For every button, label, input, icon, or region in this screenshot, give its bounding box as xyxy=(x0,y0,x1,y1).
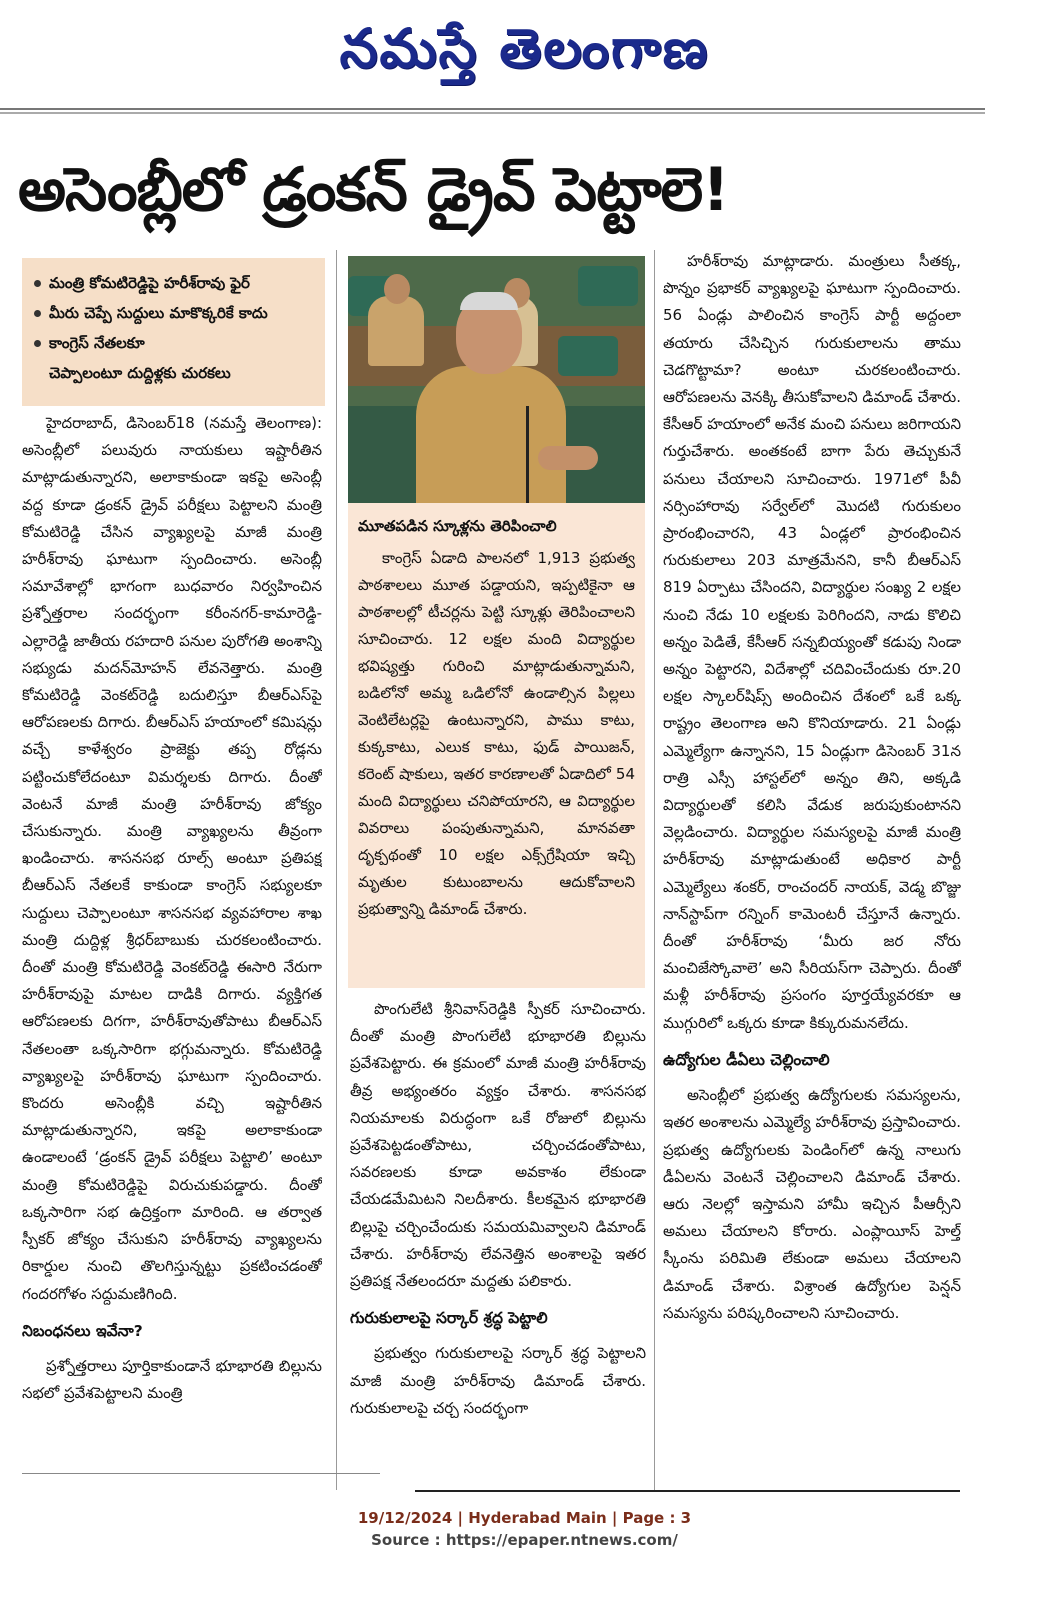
footer-source: Source : https://epaper.ntnews.com/ xyxy=(371,1531,678,1549)
column-divider xyxy=(654,250,655,1490)
highlight-item: మంత్రి కోమటిరెడ్డిపై హరీశ్‌రావు ఫైర్ xyxy=(34,268,317,298)
bullet-icon xyxy=(34,340,41,347)
column-divider xyxy=(336,250,337,1490)
bottom-rule xyxy=(22,1473,380,1474)
newspaper-logo: నమస్తే తెలంగాణ xyxy=(339,16,710,80)
sidebar-story-heading: మూతపడిన స్కూళ్లను తెరిపించాలి xyxy=(358,517,557,535)
photo-person-head xyxy=(384,274,410,304)
photo-microphone xyxy=(526,406,529,503)
photo-seat xyxy=(558,336,618,376)
bottom-rule xyxy=(415,1490,960,1492)
article-column-1 xyxy=(22,410,322,1560)
article-photo xyxy=(348,256,645,503)
article-column-3 xyxy=(663,248,961,1468)
photo-person xyxy=(368,296,424,366)
page-footer xyxy=(0,1507,1049,1551)
article-paragraph: అసెంబ్లీలో ప్రభుత్వ ఉద్యోగులకు సమస్యలను, ఇతర అంశాలను ఎమ్మెల్యే హరీశ్‌రావు ప్రస్తావించారు. ప్రభుత్వ ఉద్యోగులకు పెండింగ్‌లో ఉన్న నాలుగు డీఏలను వెంటనే చెల్లించాలని డిమాండ్ చేశారు. ఆరు నెలల్లో ఇస్తామని హామీ ఇచ్చిన పీఆర్సీని అమలు చేయాలని కోరారు. ఎంప్లాయీస్ హెల్త్ స్కీంను పరిమితి లేకుండా అమలు చేయాలని డిమాండ్ చేశారు. విశ్రాంత ఉద్యోగుల పెన్షన్ సమస్యను పరిష్కరించాలని సూచించారు. xyxy=(663,1086,961,1322)
article-subheading: ఉద్యోగుల డీఏలు చెల్లించాలి xyxy=(663,1050,830,1069)
headline: అసెంబ్లీలో డ్రంకన్ డ్రైవ్ పెట్టాలె! xyxy=(18,155,729,225)
article-subheading: గురుకులాలపై సర్కార్ శ్రద్ధ పెట్టాలి xyxy=(350,1309,548,1328)
bullet-icon xyxy=(34,310,41,317)
article-column-2 xyxy=(350,996,646,1466)
article-paragraph: హైదరాబాద్, డిసెంబర్18 (నమస్తే తెలంగాణ): అసెంబ్లీలో పలువురు నాయకులు ఇష్టారీతిన మాట్లాడుతున్నారని, అలాకాకుండా ఇకపై అసెంబ్లీ వద్ద కూడా డ్రంకన్ డ్రైవ్ పరీక్షలు పెట్టాలని మంత్రి కోమటిరెడ్డి చేసిన వ్యాఖ్యలపై మాజీ మంత్రి హరీశ్‌రావు ఘాటుగా స్పందించారు. అసెంబ్లీ సమావేశాల్లో భాగంగా బుధవారం నిర్వహించిన ప్రశ్నోత్తరాల సందర్భంగా కరీంనగర్-కామారెడ్డి- ఎల్లారెడ్డి జాతీయ రహదారి పనుల పురోగతి అంశాన్ని సభ్యుడు మదన్‌మోహన్ లేవనెత్తారు. మంత్రి కోమటిరెడ్డి వెంకట్‌రెడ్డి బదులిస్తూ బీఆర్‌ఎస్‌పై ఆరోపణలకు దిగారు. బీఆర్‌ఎస్ హయాంలో కమిషన్లు వచ్చే కాళేశ్వరం ప్రాజెక్టు తప్ప రోడ్లను పట్టించుకోలేదంటూ విమర్శలకు దిగారు. దీంతో వెంటనే మాజీ మంత్రి హరీశ్‌రావు జోక్యం చేసుకున్నారు. మంత్రి వ్యాఖ్యలను తీవ్రంగా ఖండించారు. శాసనసభ రూల్స్ అంటూ ప్రతిపక్ష బీఆర్‌ఎస్ నేతలకే కాకుండా కాంగ్రెస్ సభ్యులకూ సుద్దులు చెప్పాలంటూ శాసనసభ వ్యవహారాల శాఖ మంత్రి దుద్దిళ్ల శ్రీధర్‌బాబుకు చురకలంటించారు. దీంతో మంత్రి కోమటిరెడ్డి వెంకట్‌రెడ్డి ఈసారి నేరుగా హరీశ్‌రావుపై మాటల దాడికి దిగారు. వ్యక్తిగత ఆరోపణలకు దిగగా, హరీశ్‌రావుతోపాటు బీఆర్‌ఎస్ నేతలంతా ఒక్కసారిగా భగ్గుమన్నారు. కోమటిరెడ్డి వ్యాఖ్యలపై హరీశ్‌రావు ఘాటుగా స్పందించారు. కొందరు అసెంబ్లీకి వచ్చి ఇష్టారీతిన మాట్లాడుతున్నారని, ఇకపై అలాకాకుండా ఉండాలంటే ‘డ్రంకన్ డ్రైవ్ పరీక్షలు పెట్టాలి’ అంటూ మంత్రి కోమటిరెడ్డిపై విరుచుకుపడ్డారు. దీంతో ఒక్కసారిగా సభ ఉద్రిక్తంగా మారింది. ఆ తర్వాత స్పీకర్ జోక్యం చేసుకుని హరీశ్‌రావు వ్యాఖ్యలను రికార్డుల నుంచి తొలగిస్తున్నట్టు ప్రకటించడంతో గందరగోళం సద్దుమణిగింది. xyxy=(22,414,322,1303)
article-subheading: నిబంధనలు ఇవేనా? xyxy=(22,1321,143,1340)
article-paragraph: హరీశ్‌రావు మాట్లాడారు. మంత్రులు సీతక్క, పొన్నం ప్రభాకర్ వ్యాఖ్యలపై ఘాటుగా స్పందించారు. 56 ఏండ్లు పాలించిన కాంగ్రెస్ పార్టీ అద్దంలా తయారు చేసిచ్చిన గురుకులాలను తాము చెడగొట్టామా? అంటూ చురకలంటించారు. ఆరోపణలను వెనక్కి తీసుకోవాలని డిమాండ్ చేశారు. కేసీఆర్ హయాంలో అనేక మంచి పనులు జరిగాయని గుర్తుచేశారు. అంతకంటే బాగా పేరు తెచ్చుకునే పనులు చేయాలని సూచించారు. 1971లో పీవీ నర్సింహారావు సర్వేల్‌లో మొదటి గురుకులం ప్రారంభించారని, 43 ఏండ్లలో ప్రారంభించిన గురుకులాలు 203 మాత్రమేనని, కానీ బీఆర్‌ఎస్ 819 ఏర్పాటు చేసిందని, విద్యార్థుల సంఖ్య 2 లక్షల నుంచి నేడు 10 లక్షలకు పెరిగిందని, నాడు కొలిచి అన్నం పెడితే, కేసీఆర్ సన్నబియ్యంతో కడుపు నిండా అన్నం పెట్టారని, విదేశాల్లో చదివించేందుకు రూ.20 లక్షల స్కాలర్‌షిప్స్ అందించిన దేశంలో ఒకే ఒక్క రాష్ట్రం తెలంగాణ అని కొనియాడారు. 21 ఏండ్లు ఎమ్మెల్యేగా ఉన్నానని, 15 ఏండ్లుగా డిసెంబర్ 31న రాత్రి ఎస్సీ హాస్టల్‌లో అన్నం తిని, అక్కడి విద్యార్థులతో కలిసి వేడుక జరుపుకుంటానని వెల్లడించారు. విద్యార్థుల సమస్యలపై మాజీ మంత్రి హరీశ్‌రావు మాట్లాడుతుంటే అధికార పార్టీ ఎమ్మెల్యేలు శంకర్, రాంచందర్ నాయక్, వెడ్మ బొజ్జు నాన్‌స్టాప్‌గా రన్నింగ్ కామెంటరీ చేస్తూనే ఉన్నారు. దీంతో హరీశ్‌రావు ‘మీరు జర నోరు మంచిజేస్కోవాలె’ అని సీరియస్‌గా చెప్పారు. దీంతో మళ్లీ హరీశ్‌రావు ప్రసంగం పూర్తయ్యేవరకూ ఆ ముగ్గురిలో ఒక్కరు కూడా కిక్కురుమనలేదు. xyxy=(663,252,961,1032)
photo-speaker xyxy=(416,366,566,503)
highlight-item-continued: చెప్పాలంటూ దుద్దిళ్లకు చురకలు xyxy=(49,364,231,382)
masthead-rule xyxy=(0,108,985,114)
sidebar-story xyxy=(348,503,645,988)
bullet-icon xyxy=(34,280,41,287)
highlights-box xyxy=(22,258,325,406)
article-paragraph: ప్రశ్నోత్తరాలు పూర్తికాకుండానే భూభారతి బిల్లును సభలో ప్రవేశపెట్టాలని మంత్రి xyxy=(22,1356,322,1403)
article-paragraph: పొంగులేటి శ్రీనివాస్‌రెడ్డికి స్పీకర్ సూచించారు. దీంతో మంత్రి పొంగులేటి భూభారతి బిల్లును ప్రవేశపెట్టారు. ఈ క్రమంలో మాజీ మంత్రి హరీశ్‌రావు తీవ్ర అభ్యంతరం వ్యక్తం చేశారు. శాసనసభ నియమాలకు విరుద్ధంగా ఒకే రోజులో బిల్లును ప్రవేశపెట్టడంతోపాటు, చర్చించడంతోపాటు, సవరణలకు కూడా అవకాశం లేకుండా చేయడమేమిటని నిలదీశారు. కీలకమైన భూభారతి బిల్లుపై చర్చించేందుకు సమయమివ్వాలని డిమాండ్ చేశారు. హరీశ్‌రావు లేవనెత్తిన అంశాలపై ఇతర ప్రతిపక్ష నేతలందరూ మద్దతు పలికారు. xyxy=(350,1000,646,1291)
masthead xyxy=(0,8,1049,98)
footer-date-edition: 19/12/2024 | Hyderabad Main | Page : 3 xyxy=(357,1509,692,1527)
photo-seat xyxy=(578,266,638,306)
sidebar-story-body: కాంగ్రెస్ ఏడాది పాలనలో 1,913 ప్రభుత్వ పాఠశాలలు మూత పడ్డాయని, ఇప్పటికైనా ఆ పాఠశాలల్లో టీచర్లను పెట్టి స్కూళ్లు తెరిపించాలని సూచించారు. 12 లక్షల మంది విద్యార్థుల భవిష్యత్తు గురించి మాట్లాడుతున్నామని, బడిలోనో అమ్మ ఒడిలోనో ఉండాల్సిన పిల్లలు వెంటిలేటర్లపై ఉంటున్నారని, పాము కాటు, కుక్కకాటు, ఎలుక కాటు, ఫుడ్ పాయిజన్, కరెంట్ షాకులు, ఇతర కారణాలతో ఏడాదిలో 54 మంది విద్యార్థులు చనిపోయారని, ఆ విద్యార్థుల వివరాలు పంపుతున్నామని, మానవతా దృక్పథంతో 10 లక్షల ఎక్స్‌గ్రేషియా ఇచ్చి మృతుల కుటుంబాలను ఆదుకోవాలని ప్రభుత్వాన్ని డిమాండ్ చేశారు. xyxy=(358,549,635,918)
highlight-item: మీరు చెప్పే సుద్దులు మాకొక్కరికే కాదు xyxy=(34,298,317,328)
photo-speaker-hand xyxy=(538,446,598,470)
photo-speaker-hair xyxy=(460,292,518,310)
article-paragraph: ప్రభుత్వం గురుకులాలపై సర్కార్ శ్రద్ధ పెట్టాలని మాజీ మంత్రి హరీశ్‌రావు డిమాండ్ చేశారు. గురుకులాలపై చర్చ సందర్భంగా xyxy=(350,1344,646,1417)
highlight-item: కాంగ్రెస్ నేతలకూ xyxy=(34,328,317,358)
